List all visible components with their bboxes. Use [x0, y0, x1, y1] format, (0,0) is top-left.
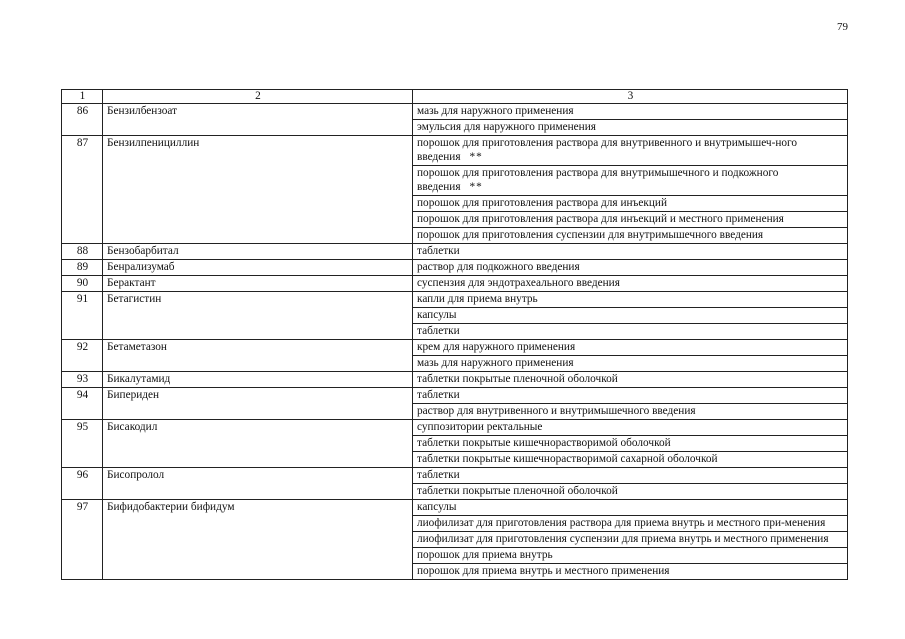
- dosage-form-text: мазь для наружного применения: [417, 105, 574, 117]
- row-number: 88: [62, 244, 103, 260]
- drug-name: Бетаметазон: [103, 340, 413, 372]
- dosage-form-text: таблетки: [417, 389, 460, 401]
- dosage-form: [413, 292, 848, 308]
- table-body: [62, 104, 848, 580]
- dosage-form: [413, 356, 848, 372]
- dosage-form-text: порошок для приготовления раствора для инъекций и местного применения: [417, 213, 784, 225]
- dosage-form: [413, 136, 848, 166]
- row-number: 87: [62, 136, 103, 244]
- header-row: [62, 90, 848, 104]
- drug-name: Бисопролол: [103, 468, 413, 500]
- dosage-form: [413, 516, 848, 532]
- dosage-form: [413, 564, 848, 580]
- row-number: 96: [62, 468, 103, 500]
- table-header: [62, 90, 848, 104]
- drug-name: Бензобарбитал: [103, 244, 413, 260]
- table-row: [62, 104, 848, 120]
- dosage-form: [413, 468, 848, 484]
- dosage-form-text: таблетки: [417, 245, 460, 257]
- drug-name: Бензилбензоат: [103, 104, 413, 136]
- dosage-form: [413, 404, 848, 420]
- row-number: 86: [62, 104, 103, 136]
- dosage-form-text: таблетки покрытые кишечнорастворимой сахарной оболочкой: [417, 453, 718, 465]
- dosage-form: [413, 436, 848, 452]
- dosage-form: [413, 120, 848, 136]
- dosage-form-text: таблетки покрытые пленочной оболочкой: [417, 373, 618, 385]
- footnote-mark: **: [469, 151, 483, 163]
- dosage-form-text: лиофилизат для приготовления раствора для приема внутрь и местного при-менения: [417, 517, 826, 529]
- dosage-form: [413, 228, 848, 244]
- footnote-mark: **: [469, 181, 483, 193]
- table-row: [62, 372, 848, 388]
- dosage-form-text: таблетки покрытые кишечнорастворимой оболочкой: [417, 437, 671, 449]
- row-number: 89: [62, 260, 103, 276]
- page-number: 79: [837, 21, 848, 33]
- dosage-form-text: порошок для приготовления раствора для внутривенного и внутримышеч-ного введения: [417, 137, 798, 163]
- dosage-form-text: таблетки: [417, 325, 460, 337]
- dosage-form-text: капсулы: [417, 309, 457, 321]
- dosage-form-text: капли для приема внутрь: [417, 293, 538, 305]
- dosage-form: [413, 166, 848, 196]
- dosage-form: [413, 484, 848, 500]
- table-row: [62, 468, 848, 484]
- drug-name: Бисакодил: [103, 420, 413, 468]
- row-number: 95: [62, 420, 103, 468]
- dosage-form: [413, 532, 848, 548]
- row-number: 90: [62, 276, 103, 292]
- dosage-form-text: таблетки: [417, 469, 460, 481]
- dosage-form-text: лиофилизат для приготовления суспензии для приема внутрь и местного применения: [417, 533, 829, 545]
- dosage-form: [413, 244, 848, 260]
- drug-name: Бипериден: [103, 388, 413, 420]
- drug-table: [61, 89, 848, 580]
- dosage-form-text: таблетки покрытые пленочной оболочкой: [417, 485, 618, 497]
- dosage-form: [413, 420, 848, 436]
- drug-name: Бифидобактерии бифидум: [103, 500, 413, 580]
- row-number: 91: [62, 292, 103, 340]
- table-row: [62, 500, 848, 516]
- table-row: [62, 420, 848, 436]
- dosage-form-text: раствор для подкожного введения: [417, 261, 580, 273]
- dosage-form: [413, 452, 848, 468]
- dosage-form: [413, 276, 848, 292]
- dosage-form: [413, 260, 848, 276]
- dosage-form: [413, 340, 848, 356]
- header-col-2: 2: [103, 90, 413, 104]
- table-row: [62, 292, 848, 308]
- table-row: [62, 260, 848, 276]
- row-number: 94: [62, 388, 103, 420]
- dosage-form-text: суспензия для эндотрахеального введения: [417, 277, 620, 289]
- drug-name: Бетагистин: [103, 292, 413, 340]
- dosage-form: [413, 212, 848, 228]
- dosage-form: [413, 548, 848, 564]
- drug-name: Бензилпенициллин: [103, 136, 413, 244]
- dosage-form-text: порошок для приема внутрь: [417, 549, 553, 561]
- row-number: 93: [62, 372, 103, 388]
- row-number: 92: [62, 340, 103, 372]
- dosage-form-text: суппозитории ректальные: [417, 421, 543, 433]
- header-col-3: 3: [413, 90, 848, 104]
- dosage-form-text: порошок для приготовления раствора для внутримышечного и подкожного введения: [417, 167, 779, 193]
- dosage-form-text: раствор для внутривенного и внутримышечного введения: [417, 405, 696, 417]
- dosage-form-text: порошок для приготовления раствора для инъекций: [417, 197, 668, 209]
- dosage-form: [413, 500, 848, 516]
- dosage-form: [413, 372, 848, 388]
- drug-name: Берактант: [103, 276, 413, 292]
- dosage-form: [413, 196, 848, 212]
- dosage-form: [413, 324, 848, 340]
- dosage-form: [413, 104, 848, 120]
- dosage-form: [413, 308, 848, 324]
- table-row: [62, 276, 848, 292]
- dosage-form-text: порошок для приема внутрь и местного применения: [417, 565, 670, 577]
- dosage-form-text: капсулы: [417, 501, 457, 513]
- row-number: 97: [62, 500, 103, 580]
- table-row: [62, 244, 848, 260]
- dosage-form-text: эмульсия для наружного применения: [417, 121, 596, 133]
- dosage-form: [413, 388, 848, 404]
- drug-name: Бикалутамид: [103, 372, 413, 388]
- dosage-form-text: крем для наружного применения: [417, 341, 576, 353]
- drug-name: Бенрализумаб: [103, 260, 413, 276]
- table-row: [62, 340, 848, 356]
- table-row: [62, 136, 848, 166]
- table-row: [62, 388, 848, 404]
- header-col-1: 1: [62, 90, 103, 104]
- dosage-form-text: порошок для приготовления суспензии для внутримышечного введения: [417, 229, 764, 241]
- dosage-form-text: мазь для наружного применения: [417, 357, 574, 369]
